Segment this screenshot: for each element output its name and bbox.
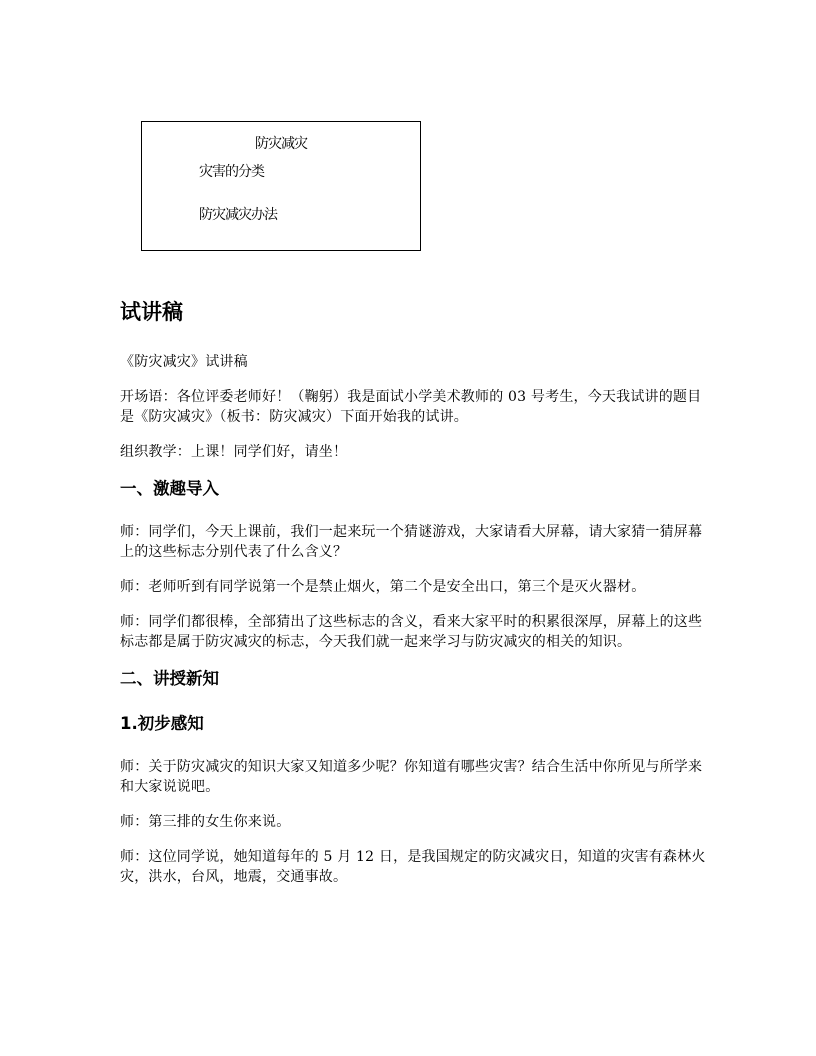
board-item-disaster-types: 灾害的分类: [199, 164, 264, 180]
blackboard-design-box: [141, 121, 421, 251]
board-title: 防灾减灾: [255, 136, 307, 152]
organize-paragraph: 组织教学：上课！同学们好，请坐！: [120, 444, 348, 460]
paragraph: 师：这位同学说，她知道每年的 5 月 12 日，是我国规定的防灾减灾日，知道的灾害有森林火灾，洪水，台风，地震，交通事故。: [120, 849, 706, 885]
document-subtitle: 《防灾减灾》试讲稿: [120, 354, 248, 370]
paragraph: 师：同学们，今天上课前，我们一起来玩一个猜谜游戏，大家请看大屏幕，请大家猜一猜屏幕上的这些标志分别代表了什么含义？: [120, 524, 703, 560]
document-title: 试讲稿: [120, 300, 183, 324]
paragraph: 师：第三排的女生你来说。: [120, 814, 291, 830]
section-heading-intro: 一、激趣导入: [120, 479, 219, 498]
board-item-prevention-methods: 防灾减灾办法: [199, 207, 277, 223]
paragraph: 师：老师听到有同学说第一个是禁止烟火，第二个是安全出口，第三个是灭火器材。: [120, 579, 646, 595]
subsection-heading-initial-perception: 1.初步感知: [120, 714, 204, 733]
paragraph: 师：关于防灾减灾的知识大家又知道多少呢？你知道有哪些灾害？结合生活中你所见与所学来和大家说说吧。: [120, 759, 703, 795]
document-body: [120, 296, 710, 902]
paragraph: 师：同学们都很棒，全部猜出了这些标志的含义，看来大家平时的积累很深厚，屏幕上的这些标志都是属于防灾减灾的标志，今天我们就一起来学习与防灾减灾的相关的知识。: [120, 614, 703, 650]
opening-paragraph: 开场语：各位评委老师好！（鞠躬）我是面试小学美术教师的 03 号考生，今天我试讲的题目是《防灾减灾》（板书：防灾减灾）下面开始我的试讲。: [120, 389, 702, 425]
section-heading-new-knowledge: 二、讲授新知: [120, 669, 219, 688]
